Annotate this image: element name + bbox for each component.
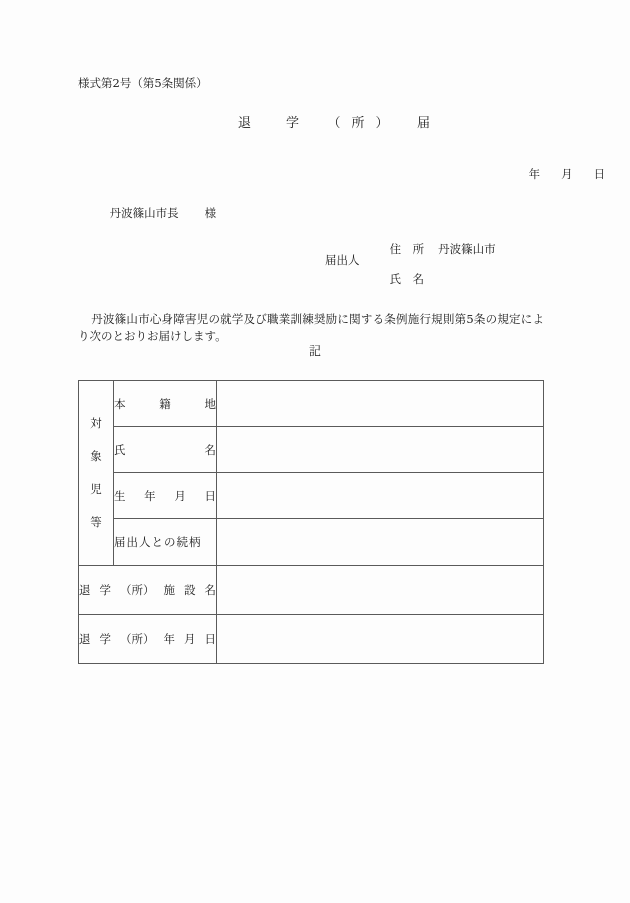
group-label-char: 象: [90, 449, 102, 463]
label-char: 月: [174, 488, 186, 503]
label-text: 届出人との続柄: [114, 535, 202, 549]
group-label-char: 対: [90, 416, 102, 430]
label-char: 月: [184, 632, 196, 646]
row-value-shimei[interactable]: [217, 427, 544, 473]
addressee-recipient: 丹波篠山市長: [109, 205, 179, 220]
row-label-facility-name: [79, 566, 217, 615]
label-char: （所）: [120, 632, 155, 646]
submitter-name-line: [375, 262, 424, 297]
document-title: 退 学 （所） 届: [238, 116, 442, 131]
label-char: 名: [204, 583, 216, 597]
date-day-label: 日: [593, 166, 627, 181]
date-line: [430, 157, 626, 192]
label-char: 日: [204, 488, 216, 503]
label-char: 日: [204, 632, 216, 646]
row-group-label-target-child: [79, 381, 114, 566]
row-label-honseki: [114, 381, 217, 427]
label-char: 本: [114, 396, 126, 411]
label-char: （所）: [120, 583, 155, 597]
group-label-char: 児: [90, 482, 102, 496]
table-row: [79, 473, 544, 519]
date-year-label: 年: [528, 166, 562, 181]
table-row: [79, 427, 544, 473]
table-row: [79, 566, 544, 615]
addressee: [95, 196, 216, 231]
label-char: 地: [204, 396, 216, 411]
table-row: [79, 381, 544, 427]
label-char: 施: [163, 583, 175, 597]
label-char: 退: [79, 583, 91, 597]
label-char: 年: [144, 488, 156, 503]
label-char: 学: [99, 583, 111, 597]
label-char: 退: [79, 632, 91, 646]
body-paragraph: [78, 311, 544, 344]
submitter-label: 届出人: [325, 253, 360, 267]
row-value-withdrawal-date[interactable]: [217, 615, 544, 664]
label-char: 名: [204, 442, 216, 457]
date-month-label: 月: [561, 166, 594, 181]
record-marker: 記: [308, 344, 321, 358]
label-char: 学: [99, 632, 111, 646]
label-char: 籍: [159, 396, 171, 411]
row-value-birthdate[interactable]: [217, 473, 544, 519]
label-char: 設: [184, 583, 196, 597]
row-label-relationship: [114, 519, 217, 566]
body-paragraph-text: 丹波篠山市心身障害児の就学及び職業訓練奨励に関する条例施行規則第5条の規定により次のとおりお届けします。: [78, 312, 544, 343]
addressee-honorific: 様: [204, 205, 217, 220]
row-label-birthdate: [114, 473, 217, 519]
table-row: [79, 615, 544, 664]
group-label-char: 等: [90, 515, 102, 529]
table-row: [79, 519, 544, 566]
label-char: 生: [114, 488, 126, 503]
label-char: 年: [163, 632, 175, 646]
label-char: 氏: [114, 442, 126, 457]
submitter-address-value: 丹波篠山市: [438, 241, 496, 256]
submitter-name-label: 氏 名: [389, 271, 425, 286]
row-value-relationship[interactable]: [217, 519, 544, 566]
form-number: 様式第2号（第5条関係）: [78, 76, 208, 90]
form-table: [78, 380, 544, 664]
row-value-facility-name[interactable]: [217, 566, 544, 615]
row-value-honseki[interactable]: [217, 381, 544, 427]
row-label-shimei: [114, 427, 217, 473]
submitter-address-label: 住 所: [389, 241, 425, 256]
row-label-withdrawal-date: [79, 615, 217, 664]
